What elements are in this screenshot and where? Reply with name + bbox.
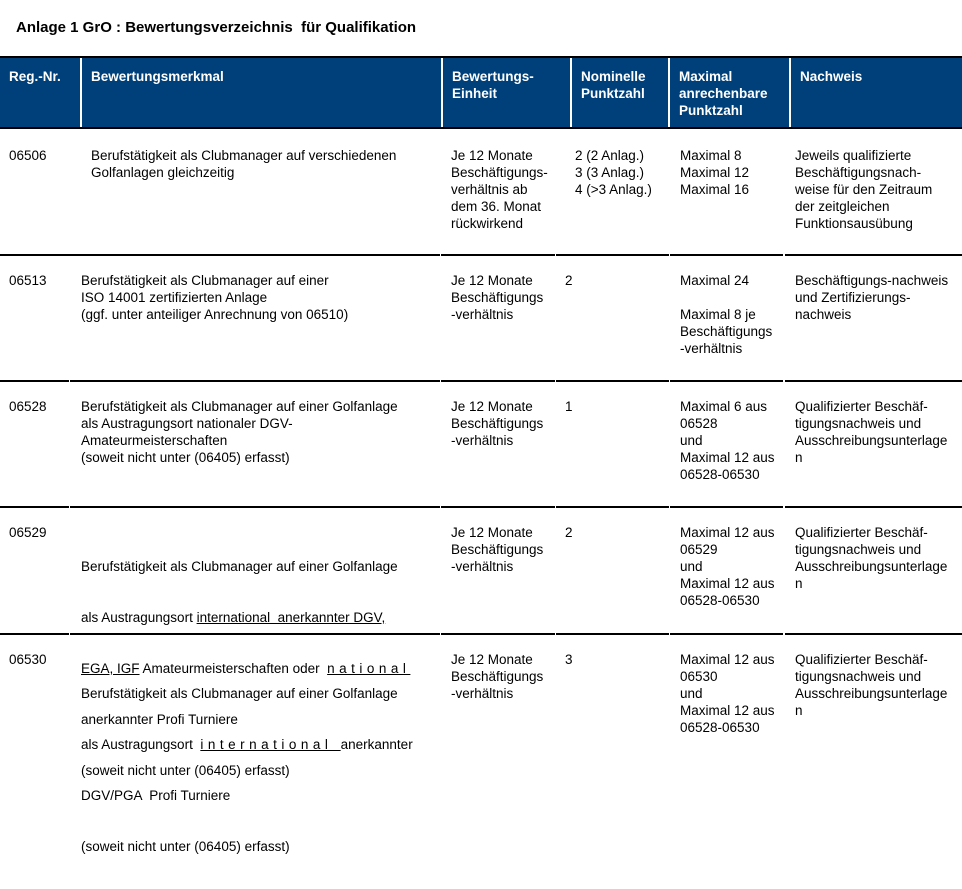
merkmal-spaced-underlined-text: international <box>200 737 341 752</box>
column-header-reg-nr: Reg.-Nr. <box>9 69 61 84</box>
header-divider <box>668 58 670 128</box>
column-header-nominelle-punktzahl: Nominelle Punktzahl <box>581 69 646 101</box>
merkmal-cell: Berufstätigkeit als Clubmanager auf verschiedenen Golfanlagen gleichzeitig <box>91 148 397 180</box>
nominell-cell: 1 <box>565 399 573 414</box>
nachweis-cell: Qualifizierter Beschäf- tigungsnachweis und Ausschreibungsunterlage n <box>795 525 948 591</box>
maximal-cell: Maximal 24 Maximal 8 je Beschäftigungs -verhältnis <box>680 273 773 356</box>
merkmal-spaced-underlined-text: national <box>327 661 411 676</box>
nachweis-cell: Beschäftigungs-nachweis und Zertifizierungs- nachweis <box>795 273 949 322</box>
maximal-cell: Maximal 12 aus 06530 und Maximal 12 aus 06528-06530 <box>680 652 775 735</box>
nachweis-cell: Jeweils qualifizierte Beschäftigungsnach- weise für den Zeitraum der zeitgleichen Funktionsausübung <box>795 148 933 231</box>
merkmal-line: (soweit nicht unter (06405) erfasst) <box>81 763 290 778</box>
column-header-maximal-punktzahl: Maximal anrechenbare Punktzahl <box>679 69 768 118</box>
column-header-bewertungs-einheit: Bewertungs- Einheit <box>452 69 534 101</box>
merkmal-cell <box>81 651 413 889</box>
column-header-bewertungsmerkmal: Bewertungsmerkmal <box>91 69 224 84</box>
table-row <box>0 129 962 256</box>
header-divider <box>80 58 82 128</box>
nominell-cell: 2 <box>565 525 573 540</box>
merkmal-cell: Berufstätigkeit als Clubmanager auf einer Golfanlage als Austragungsort nationaler DGV- Amateurmeisterschaften (soweit nicht unter (06405) erfasst) <box>81 399 398 465</box>
nominell-cell: 2 (2 Anlag.) 3 (3 Anlag.) 4 (>3 Anlag.) <box>575 148 652 197</box>
page-title: Anlage 1 GrO : Bewertungsverzeichnis für Qualifikation <box>16 19 417 36</box>
reg-nr-cell: 06513 <box>9 273 47 288</box>
maximal-cell: Maximal 12 aus 06529 und Maximal 12 aus 06528-06530 <box>680 525 775 608</box>
nachweis-cell: Qualifizierter Beschäf- tigungsnachweis und Ausschreibungsunterlage n <box>795 652 948 718</box>
merkmal-line: (soweit nicht unter (06405) erfasst) <box>81 839 290 854</box>
merkmal-line: DGV/PGA Profi Turniere <box>81 788 231 803</box>
nominell-cell: 2 <box>565 273 573 288</box>
einheit-cell: Je 12 Monate Beschäftigungs- verhältnis ab dem 36. Monat rückwirkend <box>451 148 548 231</box>
merkmal-line: Berufstätigkeit als Clubmanager auf einer Golfanlage <box>81 686 398 701</box>
merkmal-underlined-text: international anerkannter DGV, <box>196 610 386 625</box>
reg-nr-cell: 06530 <box>9 652 47 667</box>
reg-nr-cell: 06529 <box>9 525 47 540</box>
header-divider <box>570 58 572 128</box>
merkmal-text: als Austragungsort <box>81 737 201 752</box>
maximal-cell: Maximal 6 aus 06528 und Maximal 12 aus 06528-06530 <box>680 399 775 482</box>
einheit-cell: Je 12 Monate Beschäftigungs -verhältnis <box>451 399 544 448</box>
table-row <box>0 382 962 507</box>
maximal-cell: Maximal 8 Maximal 12 Maximal 16 <box>680 148 750 197</box>
reg-nr-cell: 06528 <box>9 399 47 414</box>
column-header-nachweis: Nachweis <box>800 69 863 84</box>
table-row <box>0 256 962 381</box>
merkmal-text: anerkannter <box>340 737 413 752</box>
reg-nr-cell: 06506 <box>9 148 47 163</box>
merkmal-text: als Austragungsort <box>81 610 197 625</box>
merkmal-underlined-text: EGA, IGF <box>81 661 140 676</box>
einheit-cell: Je 12 Monate Beschäftigungs -verhältnis <box>451 273 544 322</box>
header-divider <box>789 58 791 128</box>
merkmal-cell: Berufstätigkeit als Clubmanager auf einer ISO 14001 zertifizierten Anlage (ggf. unter anteiliger Anrechnung von 06510) <box>81 273 349 322</box>
table-row <box>0 635 962 854</box>
merkmal-text: Amateurmeisterschaften oder <box>139 661 328 676</box>
einheit-cell: Je 12 Monate Beschäftigungs -verhältnis <box>451 652 544 701</box>
nominell-cell: 3 <box>565 652 573 667</box>
header-divider <box>441 58 443 128</box>
merkmal-line: Berufstätigkeit als Clubmanager auf einer Golfanlage <box>81 559 398 574</box>
einheit-cell: Je 12 Monate Beschäftigungs -verhältnis <box>451 525 544 574</box>
table-header <box>0 56 962 128</box>
merkmal-line: anerkannter Profi Turniere <box>81 712 238 727</box>
nachweis-cell: Qualifizierter Beschäf- tigungsnachweis und Ausschreibungsunterlage n <box>795 399 948 465</box>
merkmal-line <box>81 736 413 753</box>
merkmal-line <box>81 609 410 626</box>
